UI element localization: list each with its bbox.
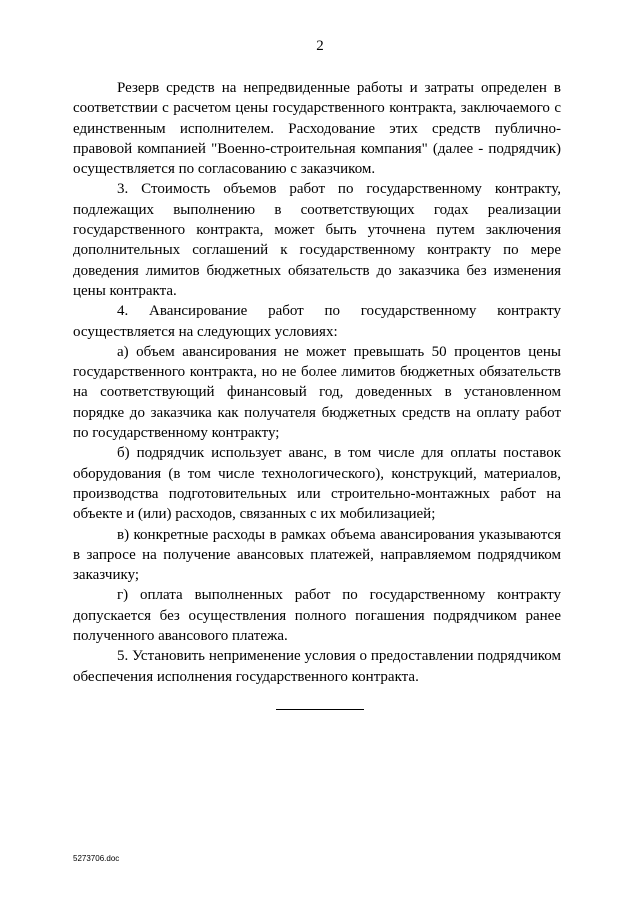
paragraph-item-4a: а) объем авансирования не может превышать 50 процентов цены государственного контракта, но не более лимитов бюджетных обязательств на соответствующий финансовый год, доведенных в установленном порядке до заказчика как получателя бюджетных средств на оплату работ по государственному контракту;	[73, 343, 561, 442]
paragraph-item-4: 4. Авансирование работ по государственному контракту осуществляется на следующих условиях:	[73, 303, 561, 340]
paragraph-item-4b: б) подрядчик использует аванс, в том числе для оплаты поставок оборудования (в том числе технологического), конструкций, материалов, производства подготовительных или строительно-монтажных работ на объекте и (или) расходов, связанных с их мобилизацией;	[73, 445, 561, 523]
paragraph-item-4g: г) оплата выполненных работ по государственному контракту допускается без осуществления полного погашения подрядчиком ранее полученного авансового платежа.	[73, 587, 561, 645]
document-body	[73, 78, 561, 687]
paragraph-item-4v: в) конкретные расходы в рамках объема авансирования указываются в запросе на получение авансовых платежей, направляемом подрядчиком заказчику;	[73, 526, 561, 584]
paragraph-item-3: 3. Стоимость объемов работ по государственному контракту, подлежащих выполнению в соответствующих годах реализации государственного контракта, может быть уточнена путем заключения дополнительных соглашений к государственному контракту по мере доведения лимитов бюджетных обязательств до заказчика без изменения цены контракта.	[73, 181, 561, 299]
end-divider-line	[276, 709, 364, 710]
document-file-code: 5273706.doc	[73, 854, 120, 863]
paragraph-item-5: 5. Установить неприменение условия о предоставлении подрядчиком обеспечения исполнения государственного контракта.	[73, 648, 561, 685]
page-number: 2	[316, 38, 324, 54]
paragraph-reserve-funds: Резерв средств на непредвиденные работы и затраты определен в соответствии с расчетом цены государственного контракта, заключаемого с единственным исполнителем. Расходование этих средств публично-правовой компанией "Военно-строительная компания" (далее - подрядчик) осуществляется по согласованию с заказчиком.	[73, 80, 561, 178]
